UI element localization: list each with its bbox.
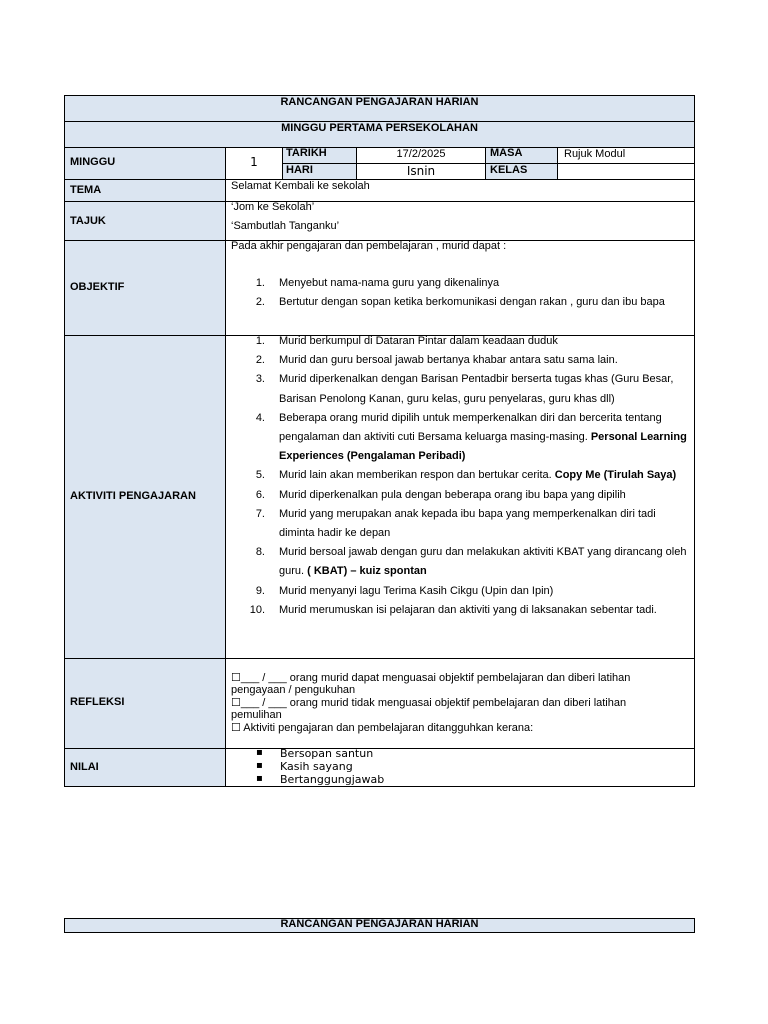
masa-value: Rujuk Modul	[564, 148, 626, 160]
tarikh-value: 17/2/2025	[396, 148, 446, 160]
bullet-icon: ▪	[256, 773, 263, 784]
bullet-icon: ▪	[256, 747, 263, 758]
aktiviti-label: AKTIVITI PENGAJARAN	[70, 490, 196, 502]
kelas-label: KELAS	[490, 164, 528, 176]
list-item: 5. Murid lain akan memberikan respon dan bertukar cerita. Copy Me (Tirulah Saya)	[255, 469, 677, 482]
tema-value: Selamat Kembali ke sekolah	[231, 180, 370, 192]
list-item: 2. Bertutur dengan sopan ketika berkomunikasi dengan rakan , guru dan ibu bapa	[255, 296, 665, 308]
list-item: 9. Murid menyanyi lagu Terima Kasih Cikgu (Upin dan Ipin)	[255, 584, 554, 597]
document-title: RANCANGAN PENGAJARAN HARIAN	[280, 96, 479, 108]
list-item: 7. Murid yang merupakan anak kepada ibu bapa yang memperkenalkan diri tadi diminta hadir ke depan	[255, 507, 656, 540]
minggu-label: MINGGU	[70, 156, 116, 168]
next-page-title: RANCANGAN PENGAJARAN HARIAN	[280, 918, 479, 930]
list-item: 4. Beberapa orang murid dipilih untuk memperkenalkan diri dan bercerita tentang pengalaman dan aktiviti cuti Bersama keluarga masing-masing. Personal Learning Experiences (Pengalaman Peribadi)	[255, 411, 687, 463]
list-item: 8. Murid bersoal jawab dengan guru dan melakukan aktiviti KBAT yang dirancang oleh guru. ( KBAT) – kuiz spontan	[255, 546, 687, 578]
masa-label: MASA	[490, 147, 523, 159]
list-item: 6. Murid diperkenalkan pula dengan beberapa orang ibu bapa yang dipilih	[255, 488, 626, 501]
refleksi-label: REFLEKSI	[70, 696, 125, 708]
tajuk-label: TAJUK	[70, 215, 106, 227]
list-item: 1. Menyebut nama-nama guru yang dikenalinya	[255, 277, 500, 289]
bullet-icon: ▪	[256, 760, 263, 771]
tema-label: TEMA	[70, 184, 102, 196]
objektif-list	[231, 274, 691, 312]
list-item: 1. Murid berkumpul di Dataran Pintar dalam keadaan duduk	[255, 335, 558, 347]
refleksi-line-3: ☐ Aktiviti pengajaran dan pembelajaran ditangguhkan kerana:	[231, 722, 534, 734]
refleksi-line-1: ☐___ / ___ orang murid dapat menguasai objektif pembelajaran dan diberi latihan pengayaan / pengukuhan	[231, 672, 631, 696]
list-item: ▪ Kasih sayang	[256, 760, 353, 773]
nilai-list	[226, 747, 384, 786]
aktiviti-list	[231, 332, 687, 620]
hari-label: HARI	[286, 164, 313, 176]
list-item: 3. Murid diperkenalkan dengan Barisan Pentadbir berserta tugas khas (Guru Besar, Barisan Penolong Kanan, guru kelas, guru penyelaras, guru khas dll)	[255, 373, 674, 405]
objektif-label: OBJEKTIF	[70, 281, 125, 293]
tajuk-line-1: ‘Jom ke Sekolah’	[231, 201, 315, 213]
nilai-label: NILAI	[70, 761, 99, 773]
tajuk-line-2: ‘Sambutlah Tanganku’	[231, 220, 340, 232]
document-subtitle: MINGGU PERTAMA PERSEKOLAHAN	[281, 122, 478, 134]
hari-value: Isnin	[406, 164, 436, 178]
list-item: 10. Murid merumuskan isi pelajaran dan aktiviti yang di laksanakan sebentar tadi.	[249, 603, 657, 616]
list-item: ▪ Bersopan santun	[256, 747, 374, 760]
list-item: ▪ Bertanggungjawab	[256, 773, 385, 786]
tarikh-label: TARIKH	[286, 147, 327, 159]
list-item: 2. Murid dan guru bersoal jawab bertanya khabar antara satu sama lain.	[255, 354, 618, 367]
objektif-intro: Pada akhir pengajaran dan pembelajaran , murid dapat :	[231, 240, 507, 252]
refleksi-line-2: ☐___ / ___ orang murid tidak menguasai objektif pembelajaran dan diberi latihan pemulihan	[231, 697, 627, 721]
minggu-value: 1	[250, 155, 258, 169]
